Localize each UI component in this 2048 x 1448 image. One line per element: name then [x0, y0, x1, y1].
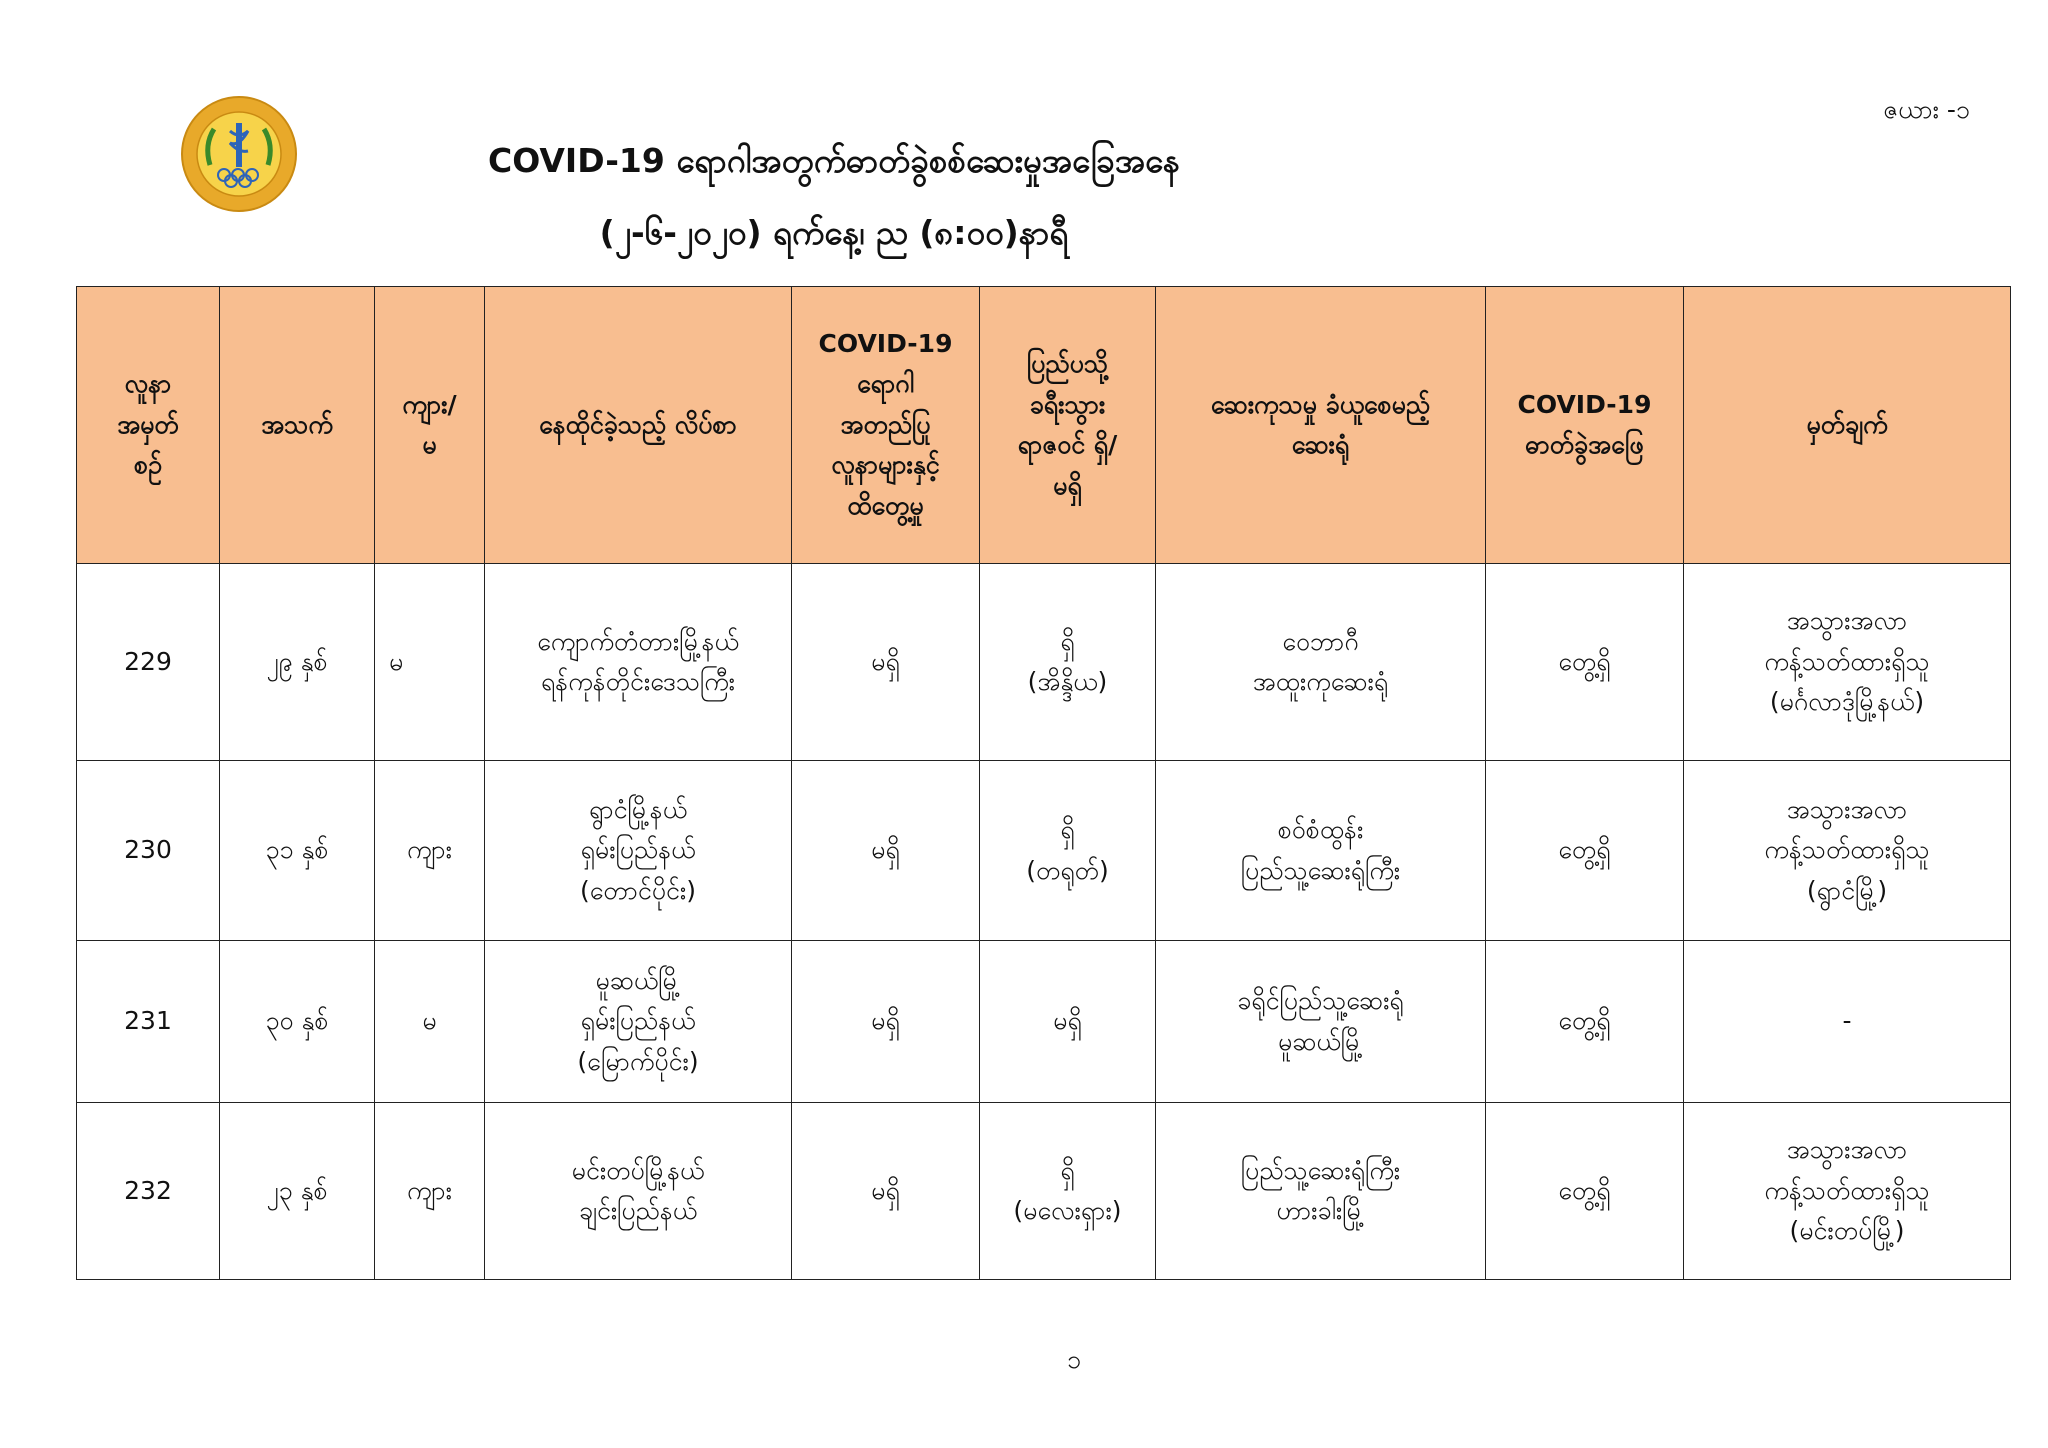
cell-patient-no: 232 — [77, 1103, 220, 1280]
table-row — [77, 1103, 2011, 1280]
cell-patient-no: 230 — [77, 761, 220, 941]
cell-address: မင်းတပ်မြို့နယ် ချင်းပြည်နယ် — [485, 1103, 792, 1280]
cell-hospital: ပြည်သူ့ဆေးရုံကြီး ဟားခါးမြို့ — [1156, 1103, 1486, 1280]
table-row — [77, 761, 2011, 941]
cell-sex: မ — [375, 941, 485, 1103]
cell-travel: ရှိ (မလေးရှား) — [980, 1103, 1156, 1280]
cell-remark: အသွားအလာ ကန့်သတ်ထားရှိသူ (မင်းတပ်မြို့) — [1684, 1103, 2011, 1280]
header-remarks: မှတ်ချက် — [1684, 287, 2011, 564]
header-contact: COVID-19 ရောဂါ အတည်ပြု လူနာများနှင့် ထိတွေ့မှု — [792, 287, 980, 564]
header-test-result: COVID-19 ဓာတ်ခွဲအဖြေ — [1486, 287, 1684, 564]
cell-patient-no: 229 — [77, 564, 220, 761]
table-row — [77, 564, 2011, 761]
report-title: COVID-19 ရောဂါအတွက်ဓာတ်ခွဲစစ်ဆေးမှုအခြေအနေ — [488, 141, 1180, 180]
cell-remark: - — [1684, 941, 2011, 1103]
table-header-row — [77, 287, 2011, 564]
cell-age: ၂၃ နှစ် — [220, 1103, 375, 1280]
cell-contact: မရှိ — [792, 564, 980, 761]
cell-address: မူဆယ်မြို့ ရှမ်းပြည်နယ် (မြောက်ပိုင်း) — [485, 941, 792, 1103]
cell-result: တွေ့ရှိ — [1486, 1103, 1684, 1280]
cell-contact: မရှိ — [792, 761, 980, 941]
page-number: ၁ — [1066, 1345, 1082, 1374]
cell-contact: မရှိ — [792, 1103, 980, 1280]
cell-travel: မရှိ — [980, 941, 1156, 1103]
cell-result: တွေ့ရှိ — [1486, 941, 1684, 1103]
cell-address: ရွာငံမြို့နယ် ရှမ်းပြည်နယ် (တောင်ပိုင်း) — [485, 761, 792, 941]
header-address: နေထိုင်ခဲ့သည့် လိပ်စာ — [485, 287, 792, 564]
cell-result: တွေ့ရှိ — [1486, 761, 1684, 941]
cell-contact: မရှိ — [792, 941, 980, 1103]
cell-sex: မ — [375, 564, 485, 761]
cell-result: တွေ့ရှိ — [1486, 564, 1684, 761]
covid-cases-table — [76, 286, 2011, 1280]
cell-hospital: ဝေဘာဂီ အထူးကုဆေးရုံ — [1156, 564, 1486, 761]
cell-hospital: ခရိုင်ပြည်သူ့ဆေးရုံ မူဆယ်မြို့ — [1156, 941, 1486, 1103]
header-patient-no: လူနာ အမှတ် စဉ် — [77, 287, 220, 564]
table-row — [77, 941, 2011, 1103]
annex-label: ဇယား -၁ — [1883, 95, 1970, 124]
header-sex: ကျား/ မ — [375, 287, 485, 564]
cell-patient-no: 231 — [77, 941, 220, 1103]
cell-age: ၃၀ နှစ် — [220, 941, 375, 1103]
header-age: အသက် — [220, 287, 375, 564]
cell-travel: ရှိ (တရုတ်) — [980, 761, 1156, 941]
header-travel-history: ပြည်ပသို့ ခရီးသွား ရာဇဝင် ရှိ/ မရှိ — [980, 287, 1156, 564]
cell-hospital: စဝ်စံထွန်း ပြည်သူ့ဆေးရုံကြီး — [1156, 761, 1486, 941]
cell-sex: ကျား — [375, 1103, 485, 1280]
header-hospital: ဆေးကုသမှု ခံယူစေမည့် ဆေးရုံ — [1156, 287, 1486, 564]
cell-remark: အသွားအလာ ကန့်သတ်ထားရှိသူ (မင်္ဂလာဒုံမြို့နယ်) — [1684, 564, 2011, 761]
cell-sex: ကျား — [375, 761, 485, 941]
cell-travel: ရှိ (အိန္ဒိယ) — [980, 564, 1156, 761]
cell-age: ၃၁ နှစ် — [220, 761, 375, 941]
cell-address: ကျောက်တံတားမြို့နယ် ရန်ကုန်တိုင်းဒေသကြီး — [485, 564, 792, 761]
report-date: (၂-၆-၂၀၂၀) ရက်နေ့၊ ည (၈:၀၀)နာရီ — [599, 213, 1069, 252]
cell-remark: အသွားအလာ ကန့်သတ်ထားရှိသူ (ရွာငံမြို့) — [1684, 761, 2011, 941]
cell-age: ၂၉ နှစ် — [220, 564, 375, 761]
